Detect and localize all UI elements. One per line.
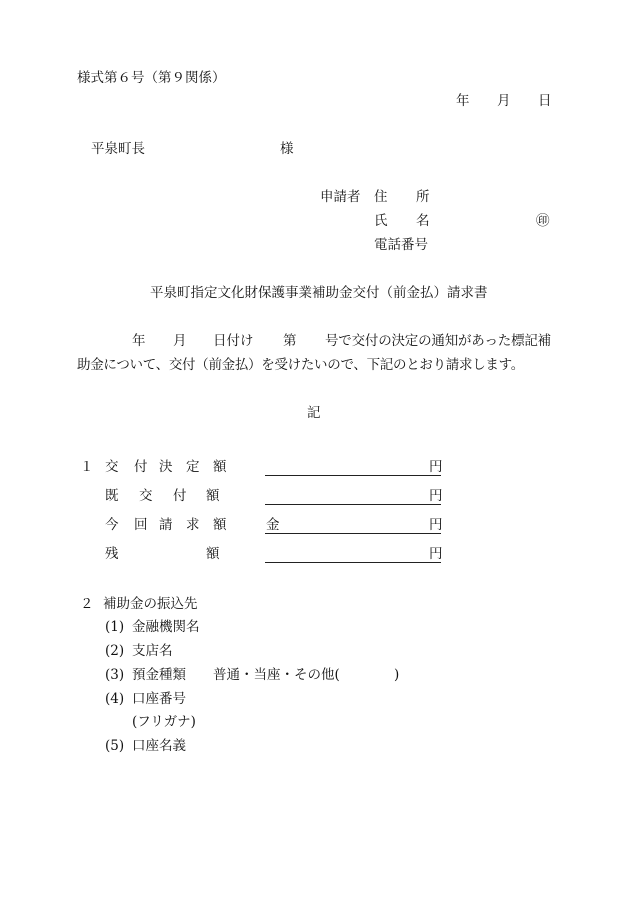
addressee-name: 平泉町長 [91, 141, 145, 157]
item-label: (フリガナ) [132, 714, 196, 730]
label-char: 交 [105, 459, 119, 475]
item-number: (5) [105, 738, 125, 754]
phone-label: 電話番号 [374, 237, 428, 253]
label-char: 額 [213, 459, 227, 475]
item-label: 金融機関名 [132, 619, 200, 635]
item-number: (2) [105, 643, 125, 659]
amount-prefix: 金 [266, 517, 280, 533]
item-label: 預金種類 [132, 667, 186, 683]
label-char: 額 [206, 488, 220, 504]
yen-unit: 円 [429, 488, 443, 504]
section-2-number: ２ [80, 596, 94, 612]
label-char: 請 [159, 517, 173, 533]
yen-unit: 円 [429, 546, 443, 562]
yen-unit: 円 [429, 459, 443, 475]
address-label-2: 所 [416, 189, 430, 205]
item-label: 口座名義 [132, 738, 186, 754]
form-number: 様式第６号（第９関係） [77, 70, 226, 86]
amount-field-line [265, 475, 441, 476]
body-dai: 第 [283, 333, 297, 349]
date-month: 月 [497, 93, 511, 109]
body-line2: 助金について、交付（前金払）を受けたいので、下記のとおり請求します。 [77, 357, 524, 373]
date-day: 日 [538, 93, 552, 109]
label-char: 今 [105, 517, 119, 533]
yen-unit: 円 [429, 517, 443, 533]
body-day: 日付け [213, 333, 254, 349]
name-label-1: 氏 [374, 213, 388, 229]
addressee-honorific: 様 [280, 141, 294, 157]
body-year: 年 [132, 333, 146, 349]
section-2-title: 補助金の振込先 [103, 596, 198, 612]
label-char: 付 [134, 459, 148, 475]
ki-heading: 記 [307, 405, 321, 421]
document-title: 平泉町指定文化財保護事業補助金交付（前金払）請求書 [150, 285, 488, 301]
label-char: 交 [139, 488, 153, 504]
address-label-1: 住 [374, 189, 388, 205]
date-year: 年 [456, 93, 470, 109]
deposit-type-close: ) [394, 667, 400, 683]
applicant-label: 申請者 [320, 189, 361, 205]
deposit-type-options: 普通・当座・その他( [213, 667, 340, 683]
label-char: 付 [173, 488, 187, 504]
label-char: 既 [105, 488, 119, 504]
label-char: 額 [206, 546, 220, 562]
label-char: 残 [105, 546, 119, 562]
label-char: 回 [134, 517, 148, 533]
amount-field-line [265, 562, 441, 563]
label-char: 額 [213, 517, 227, 533]
section-1-number: １ [80, 459, 94, 475]
item-number: (1) [105, 619, 125, 635]
body-line1-rest: 号で交付の決定の通知があった標記補 [325, 333, 551, 349]
label-char: 決 [159, 459, 173, 475]
item-label: 支店名 [132, 643, 173, 659]
label-char: 求 [186, 517, 200, 533]
body-month: 月 [173, 333, 187, 349]
amount-field-line [265, 533, 441, 534]
item-number: (3) [105, 667, 125, 683]
item-label: 口座番号 [132, 691, 186, 707]
item-number: (4) [105, 691, 125, 707]
seal-mark: ㊞ [536, 213, 550, 229]
label-char: 定 [186, 459, 200, 475]
amount-field-line [265, 504, 441, 505]
name-label-2: 名 [416, 213, 430, 229]
